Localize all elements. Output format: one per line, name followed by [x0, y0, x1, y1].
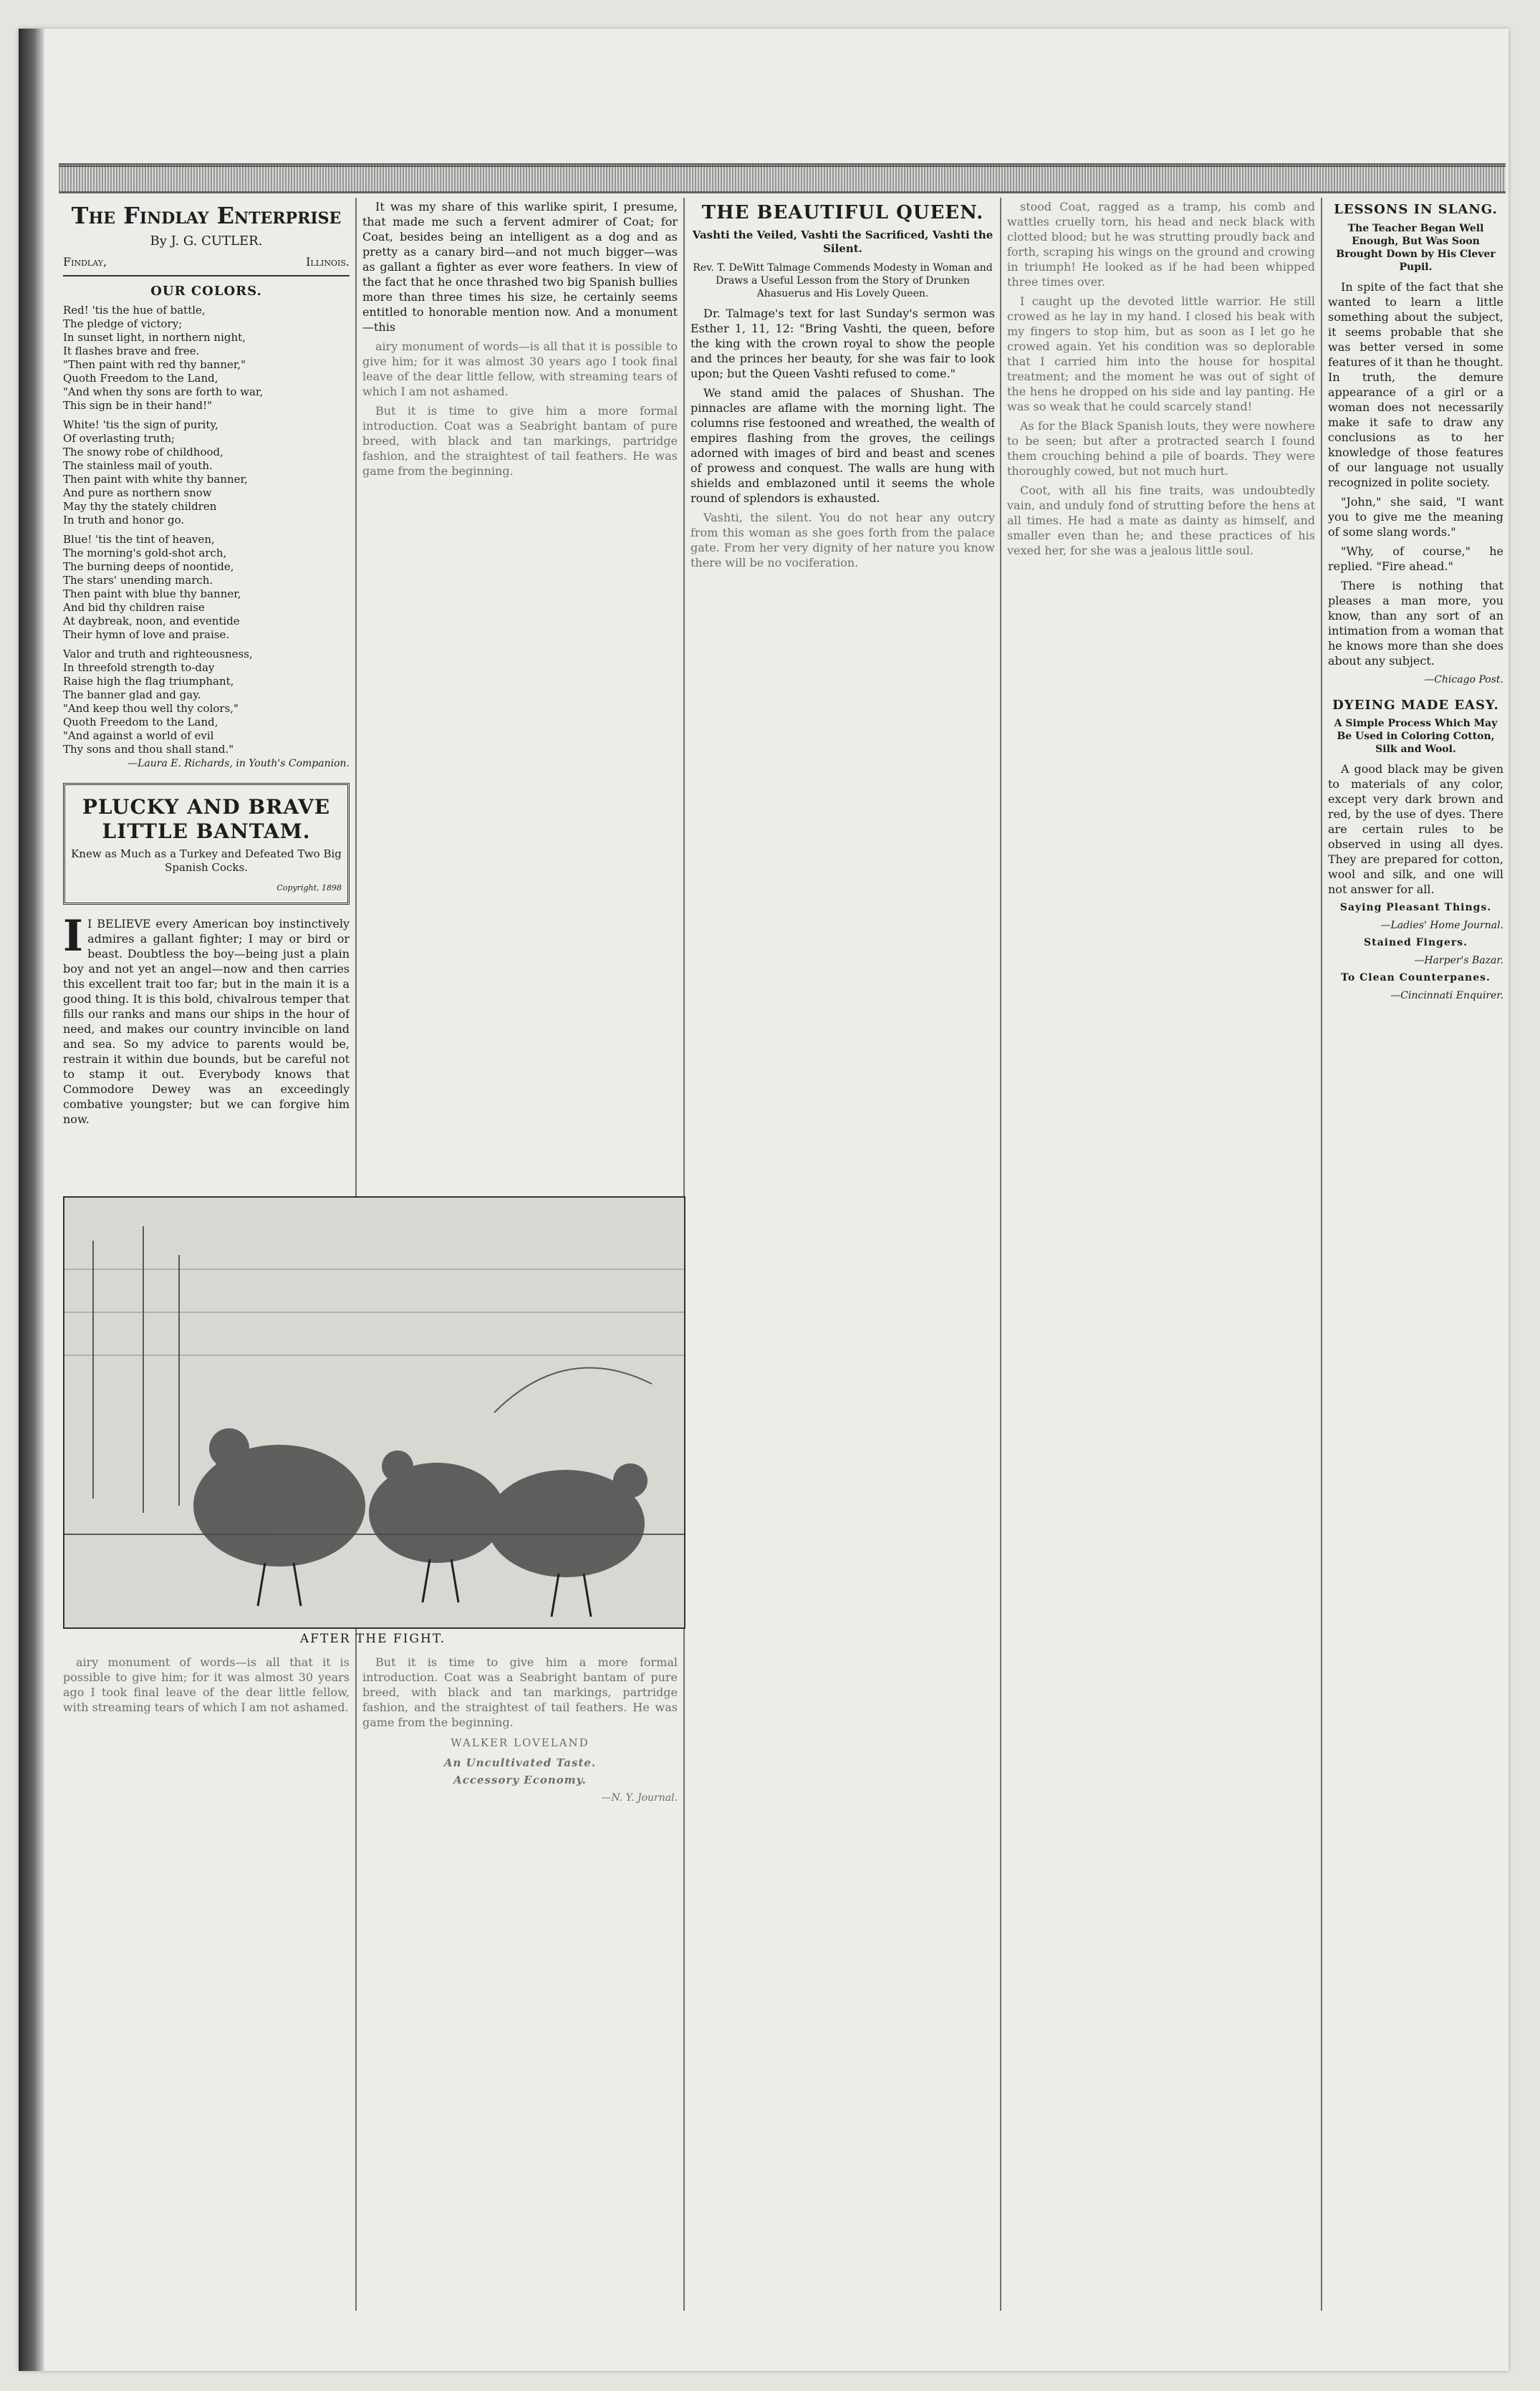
accessory-economy-heading: Accessory Economy.	[453, 1774, 587, 1786]
queen-deck: Vashti the Veiled, Vashti the Sacrificed, Vashti the Silent.	[692, 228, 993, 256]
rooster-engraving	[64, 1198, 684, 1627]
bantam-para-1-text: I BELIEVE every American boy instinctively admires a gallant fighter; I may or bird or beast. Doubtless the boy—being just a plain boy and not yet an angel—now and then carries this excellent trait too far; but in the main it is a good thing. It is this bold, chivalrous temper that fills our ranks and mans our ships in the hour of need, and makes our country invincible on land and sea. So my advice to parents would be, restrain it within due bounds, but be careful not to stamp it out. Everybody knows that Commodore Dewey was an exceedingly combative youngster; but we can forgive him now.	[63, 917, 350, 1127]
poem-line: The stainless mail of youth.	[63, 458, 213, 472]
column-2	[362, 199, 678, 1188]
slang-para-4: There is nothing that pleases a man more, you know, than any sort of an intimation from a woman that he knows more than she does about any subject.	[1328, 578, 1503, 668]
queen-para-2: We stand amid the palaces of Shushan. The pinnacles are aflame with the morning light. The columns rise festooned and wreathed, the wealth of empires flashing from the groves, the ceilings adorned with images of bird and beast and scenes of prowess and conquest. The walls are hung with shields and emblazoned until it seems the whole round of splendors is exhausted.	[690, 386, 995, 506]
column-1-lower	[63, 1655, 350, 2328]
bantam-cont-2: But it is time to give him a more formal introduction. Coat was a Seabright bantam of pure breed, with black and tan markings, partridge fashion, and the straightest of tail feathers. He was game from the beginning.	[362, 404, 678, 478]
illustration-caption: AFTER THE FIGHT.	[299, 1632, 446, 1646]
stained-fingers-credit: —Harper's Bazar.	[1414, 955, 1503, 967]
column-1-lower-text: airy monument of words—is all that it is possible to give him; for it was almost 30 years ago I took final leave of the dear little fellow, with streaming tears of which I am not ashamed.	[63, 1655, 350, 1714]
slang-para-2: "John," she said, "I want you to give me the meaning of some slang words."	[1328, 494, 1503, 539]
poem-line: The burning deeps of noontide,	[63, 559, 234, 573]
col3-para-3: As for the Black Spanish louts, they were nowhere to be seen; but after a protracted search I found them crouching behind a pile of boards. They were thoroughly cowed, but not much hurt.	[1007, 419, 1315, 478]
column-rule	[1321, 198, 1322, 2311]
poem-line: "And when thy sons are forth to war,	[63, 385, 264, 398]
poem-line: Quoth Freedom to the Land,	[63, 371, 218, 385]
poem-line: Thy sons and thou shall stand."	[63, 742, 234, 756]
column-4	[1007, 199, 1315, 2312]
column-rule	[1000, 198, 1001, 2311]
our-colors-poem	[63, 304, 350, 756]
dropcap: I	[63, 911, 84, 962]
poem-line: Quoth Freedom to the Land,	[63, 715, 218, 728]
poem-line: Red! 'tis the hue of battle,	[63, 303, 206, 317]
masthead-dateline	[63, 254, 350, 269]
divider	[63, 275, 350, 276]
slang-para-1: In spite of the fact that she wanted to learn a little something about the subject, it seems probable that she was better versed in some features of it than he thought. In truth, the demure appearance of a girl or a woman does not necessarily make it safe to draw any conclusions as to her knowledge of those features of our language not usually recognized in polite society.	[1328, 279, 1503, 489]
bantam-cont-1: airy monument of words—is all that it is possible to give him; for it was almost 30 years ago I took final leave of the dear little fellow, with streaming tears of which I am not ashamed.	[362, 340, 678, 398]
our-colors-heading: OUR COLORS.	[150, 284, 262, 299]
queen-heading: THE BEAUTIFUL QUEEN.	[701, 202, 984, 223]
pleasant-things-credit: —Ladies' Home Journal.	[1380, 920, 1503, 932]
queen-deck-2: Rev. T. DeWitt Talmage Commends Modesty in Woman and Draws a Useful Lesson from the Story of Drunken Ahasuerus and His Lovely Queen.	[693, 262, 993, 300]
col3-para-2: I caught up the devoted little warrior. He still crowed as he lay in my hand. I closed his beak with my fingers to stop him, but as soon as I let go he crowed again. Yet his condition was so deplorable that I carried him into the house for hospital treatment; and the moment he was out of sight of the hens he dropped on his side and lay panting. He was so weak that he could scarcely stand!	[1007, 294, 1315, 413]
column-5	[1328, 199, 1503, 2312]
poem-line: In truth and honor go.	[63, 513, 185, 526]
poem-line: "And against a world of evil	[63, 728, 214, 742]
bantam-copyright: Copyright, 1898	[276, 883, 342, 893]
queen-para-1: Dr. Talmage's text for last Sunday's sermon was Esther 1, 11, 12: "Bring Vashti, the queen, before the king with the crown royal to show the people and the princes her beauty, for she was fair to look upon; but the Queen Vashti refused to come."	[690, 307, 995, 381]
poem-line: "Then paint with red thy banner,"	[63, 357, 246, 371]
dyeing-para-1: A good black may be given to materials of any color, except very dark brown and red, by the use of dyes. There are certain rules to be observed in using all dyes. They are prepared for cotton, wool and silk, and one will not answer for all.	[1328, 762, 1503, 897]
poem-line: Of overlasting truth;	[63, 431, 175, 445]
poem-line: The morning's gold-shot arch,	[63, 546, 227, 559]
poem-line: The banner glad and gay.	[63, 688, 201, 701]
newspaper-page	[19, 29, 1508, 2371]
bantam-para-1	[63, 911, 350, 1127]
dyeing-deck: A Simple Process Which May Be Used in Coloring Cotton, Silk and Wool.	[1334, 718, 1498, 756]
poem-line: White! 'tis the sign of purity,	[63, 418, 218, 431]
masthead-town: Findlay,	[63, 255, 107, 269]
journal-credit: —N. Y. Journal.	[601, 1792, 678, 1804]
poem-line: May thy the stately children	[63, 499, 217, 513]
masthead-state: Illinois.	[306, 255, 350, 269]
poem-line: Then paint with white thy banner,	[63, 472, 248, 486]
page-header-rule	[59, 163, 1506, 193]
stained-fingers-heading: Stained Fingers.	[1364, 937, 1468, 949]
poem-line: The pledge of victory;	[63, 317, 183, 330]
bantam-heading-box	[63, 783, 350, 905]
bantam-para-2: It was my share of this warlike spirit, I presume, that made me such a fervent admirer of Coat; for Coat, besides being an intelligent as a dog and as pretty as a canary bird—and not much bigger—was as gallant a fighter as ever wore feathers. In view of the fact that he once thrashed two big Spanish bullies more than three times his size, he certainly seems entitled to honorable mention now. And a monument—this	[362, 200, 678, 334]
slang-para-3: "Why, of course," he replied. "Fire ahead."	[1328, 544, 1503, 573]
poem-line: In sunset light, in northern night,	[63, 330, 246, 344]
queen-para-3: Vashti, the silent. You do not hear any outcry from this woman as she goes forth from the palace gate. From her very dignity of her nature you know there will be no vociferation.	[690, 511, 995, 570]
after-the-fight-illustration	[63, 1196, 685, 1629]
counterpanes-heading: To Clean Counterpanes.	[1341, 972, 1491, 984]
bantam-signature: WALKER LOVELAND	[451, 1736, 589, 1749]
poem-line: Raise high the flag triumphant,	[63, 674, 234, 688]
col3-para-4: Coot, with all his fine traits, was undoubtedly vain, and unduly fond of strutting before the hens at all times. He had a mate as dainty as himself, and smaller even than he; and these practices of his vexed her, for she was a jealous little soul.	[1007, 484, 1315, 557]
column-3	[690, 199, 995, 2312]
column-1	[63, 199, 350, 1188]
poem-line: Valor and truth and righteousness,	[63, 647, 253, 660]
column-2-lower-text: But it is time to give him a more formal introduction. Coat was a Seabright bantam of pure breed, with black and tan markings, partridge fashion, and the straightest of tail feathers. He was game from the beginning.	[362, 1655, 678, 1729]
bantam-heading: PLUCKY AND BRAVE LITTLE BANTAM.	[82, 794, 331, 843]
poem-line: Then paint with blue thy banner,	[63, 587, 241, 600]
poem-line: And bid thy children raise	[63, 600, 205, 614]
poem-line: The snowy robe of childhood,	[63, 445, 223, 458]
masthead-title: The Findlay Enterprise	[71, 202, 342, 229]
our-colors-credit: —Laura E. Richards, in Youth's Companion.	[127, 757, 350, 769]
counterpanes-credit: —Cincinnati Enquirer.	[1390, 990, 1503, 1002]
masthead-publisher: By J. G. CUTLER.	[150, 234, 263, 249]
uncultivated-taste-heading: An Uncultivated Taste.	[443, 1756, 597, 1769]
column-2-lower	[362, 1655, 678, 2328]
poem-line: This sign be in their hand!"	[63, 398, 213, 412]
poem-line: It flashes brave and free.	[63, 344, 200, 357]
bantam-deck: Knew as Much as a Turkey and Defeated Two Big Spanish Cocks.	[71, 847, 342, 875]
poem-line: At daybreak, noon, and eventide	[63, 614, 240, 627]
poem-line: Blue! 'tis the tint of heaven,	[63, 532, 215, 546]
pleasant-things-heading: Saying Pleasant Things.	[1339, 902, 1492, 914]
dyeing-heading: DYEING MADE EASY.	[1332, 697, 1499, 713]
slang-heading: LESSONS IN SLANG.	[1334, 202, 1498, 217]
poem-line: In threefold strength to-day	[63, 660, 215, 674]
poem-line: The stars' unending march.	[63, 573, 213, 587]
poem-line: Their hymn of love and praise.	[63, 627, 230, 641]
slang-deck: The Teacher Began Well Enough, But Was Soon Brought Down by His Clever Pupil.	[1336, 222, 1496, 273]
poem-line: And pure as northern snow	[63, 486, 212, 499]
col3-para-1: stood Coat, ragged as a tramp, his comb and wattles cruelly torn, his head and neck black with clotted blood; but he was strutting proudly back and forth, scraping his wings on the ground and crowing in triumph! He looked as if he had been whipped three times over.	[1007, 200, 1315, 289]
poem-line: "And keep thou well thy colors,"	[63, 701, 239, 715]
scan-edge	[19, 29, 44, 2371]
slang-credit: —Chicago Post.	[1424, 673, 1503, 685]
